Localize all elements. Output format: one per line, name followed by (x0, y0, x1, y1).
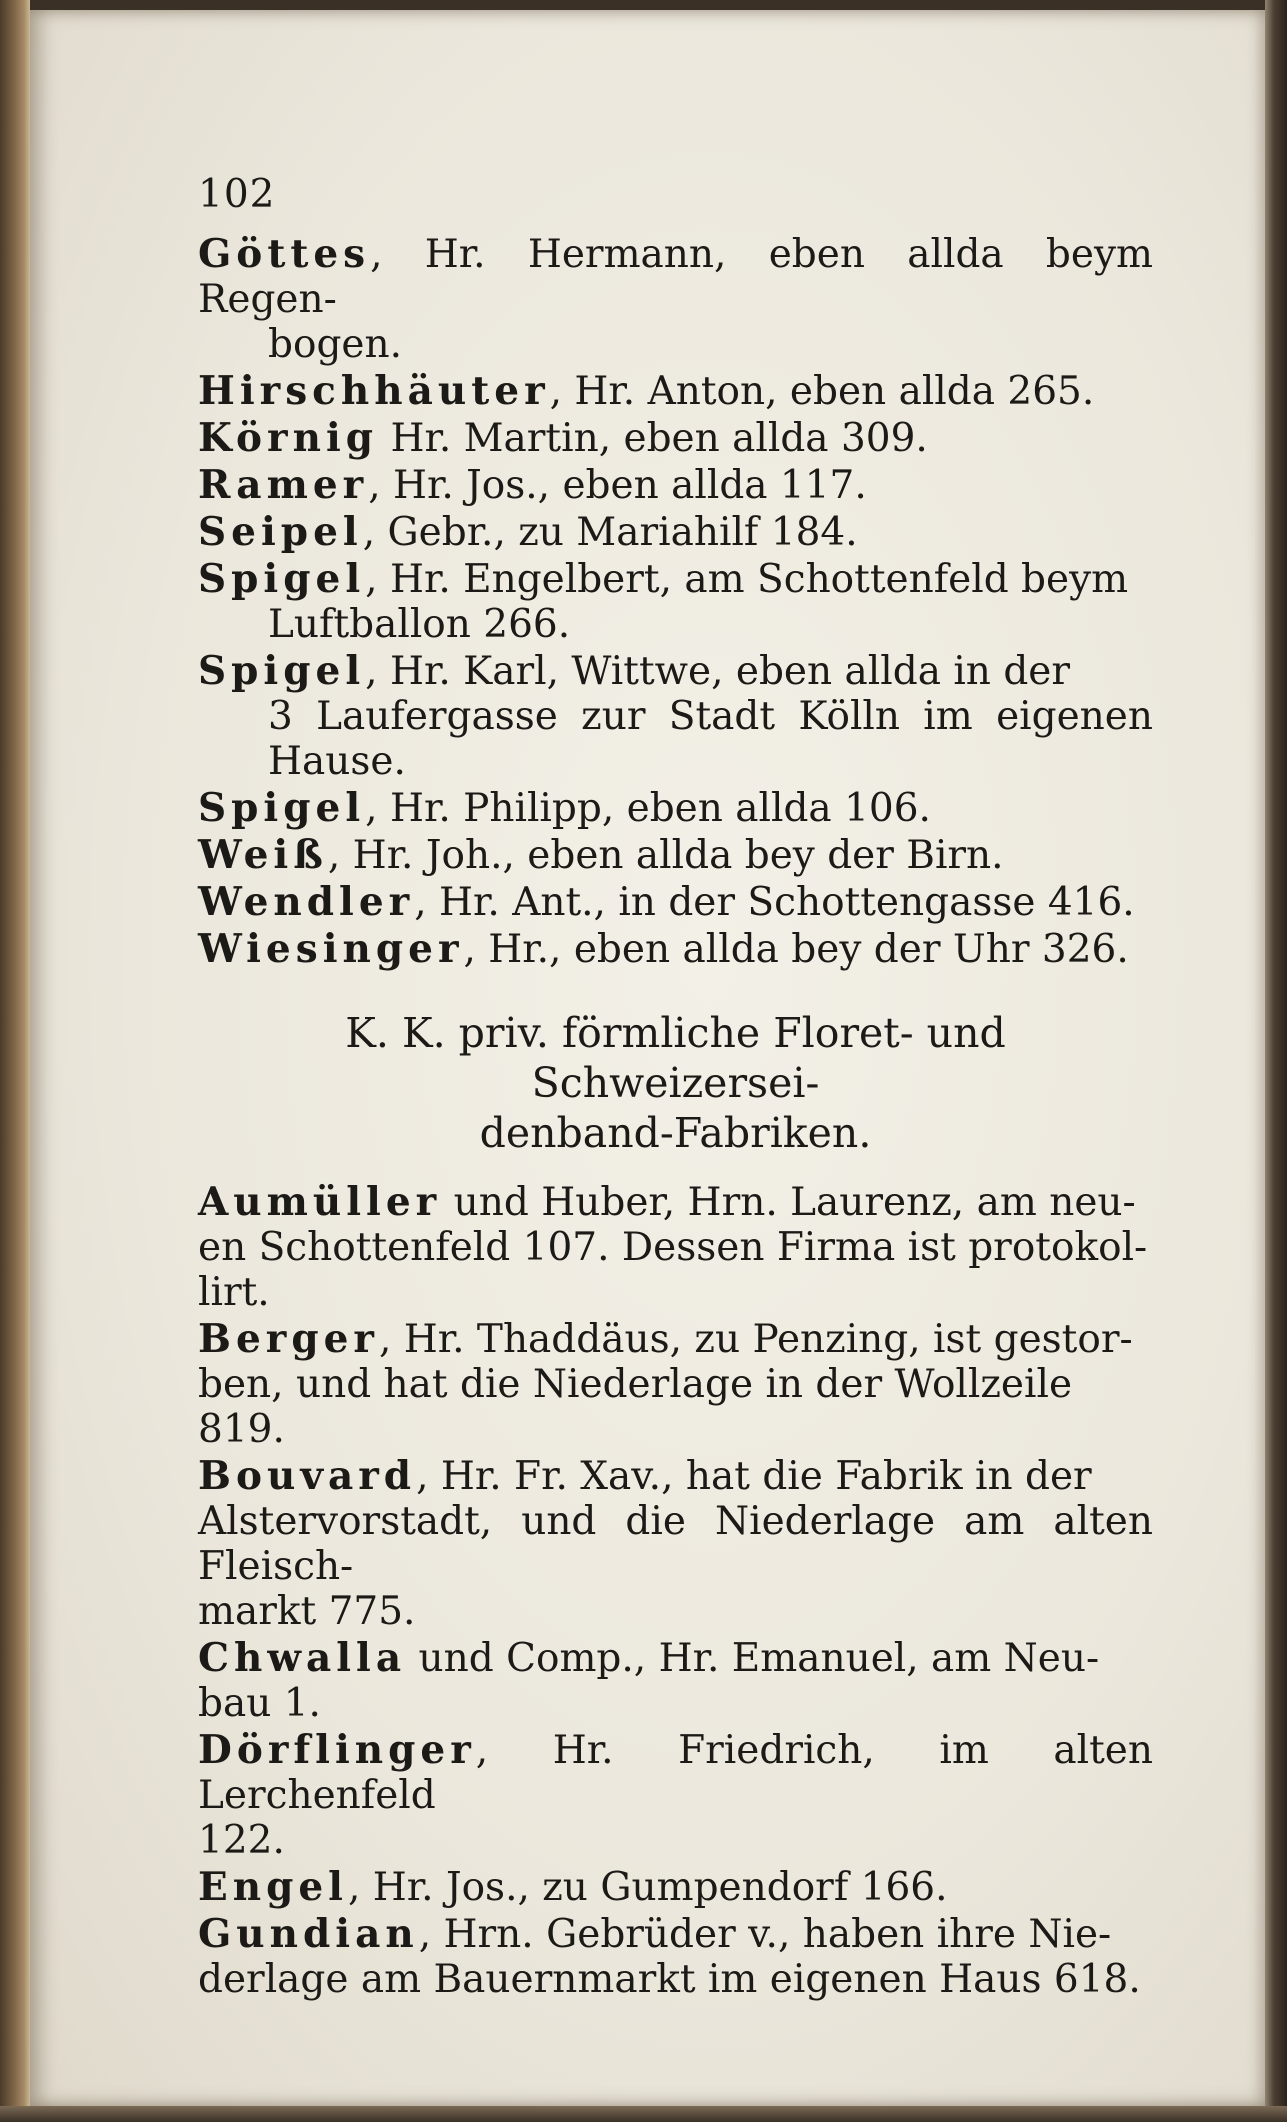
directory-entry (198, 416, 1153, 461)
entry-text: , Hr., eben allda bey der Uhr 326. (463, 927, 1129, 972)
book-binding-left (0, 0, 30, 2122)
directory-entry (198, 1636, 1153, 1726)
directory-entry (198, 1912, 1153, 2002)
directory-entry (198, 927, 1153, 972)
entry-text: , Hr. Hermann, eben allda beym Regen- (198, 232, 1153, 322)
entry-continuation: Alstervorstadt, und die Niederlage am alten Fleisch- (198, 1499, 1153, 1589)
entry-text: , Hr. Jos., eben allda 117. (368, 463, 867, 508)
entry-continuation: ben, und hat die Niederlage in der Wollzeile (198, 1362, 1073, 1407)
entry-surname: Wiesinger (198, 926, 464, 972)
entry-continuation: 3 Laufergasse zur Stadt Kölln im eigenen Hause. (268, 694, 1153, 784)
entry-text: , Gebr., zu Mariahilf 184. (362, 510, 858, 555)
entry-surname: Chwalla (198, 1635, 407, 1681)
entry-continuation: bau 1. (198, 1681, 321, 1726)
entry-continuation: derlage am Bauernmarkt im eigenen Haus 618. (198, 1957, 1141, 2002)
entry-continuation: lirt. (198, 1270, 270, 1315)
directory-entry (198, 463, 1153, 508)
entry-text: , Hr. Jos., zu Gumpendorf 166. (347, 1865, 948, 1910)
entry-surname: Körnig (198, 415, 379, 461)
entry-surname: Berger (198, 1316, 379, 1362)
entry-continuation: Luftballon 266. (268, 602, 571, 647)
directory-entry (198, 557, 1153, 647)
directory-entry (198, 369, 1153, 414)
entry-surname: Aumüller (198, 1179, 442, 1225)
entry-text: , Hr. Anton, eben allda 265. (549, 369, 1095, 414)
directory-entry (198, 1865, 1153, 1910)
entry-text: und Huber, Hrn. Laurenz, am neu- (441, 1180, 1136, 1225)
entry-text: , Hr. Engelbert, am Schottenfeld beym (365, 557, 1129, 602)
directory-entry (198, 1454, 1153, 1634)
entry-text: , Hr. Friedrich, im alten Lerchenfeld (198, 1728, 1153, 1818)
entry-text: Hr. Martin, eben allda 309. (378, 416, 928, 461)
entry-continuation: bogen. (268, 322, 403, 367)
section-heading-line: denband-Fabriken. (479, 1109, 872, 1157)
entry-continuation: 819. (198, 1407, 285, 1452)
entry-text: , Hr. Philipp, eben allda 106. (365, 786, 931, 831)
entry-surname: Seipel (198, 509, 363, 555)
section-heading-line: K. K. priv. förmliche Floret- und Schweizersei- (345, 1009, 1006, 1107)
entry-surname: Dörflinger (198, 1727, 476, 1773)
entry-text: , Hr. Fr. Xav., hat die Fabrik in der (416, 1454, 1092, 1499)
entry-surname: Bouvard (198, 1453, 417, 1499)
directory-entry (198, 786, 1153, 831)
directory-entry (198, 510, 1153, 555)
directory-entry (198, 1317, 1153, 1452)
entry-surname: Spigel (198, 648, 366, 694)
book-page (30, 10, 1265, 2106)
entry-surname: Wendler (198, 879, 415, 925)
entry-text: , Hr. Joh., eben allda bey der Birn. (327, 833, 1004, 878)
book-edge-bottom (0, 2106, 1287, 2122)
book-edge-right (1265, 0, 1287, 2122)
directory-entry (198, 232, 1153, 367)
directory-entry (198, 1180, 1153, 1315)
entry-surname: Spigel (198, 785, 366, 831)
directory-entry (198, 649, 1153, 784)
entry-text: , Hr. Ant., in der Schottengasse 416. (414, 880, 1135, 925)
directory-entry (198, 880, 1153, 925)
entry-continuation: markt 775. (198, 1589, 416, 1634)
entry-continuation: en Schottenfeld 107. Dessen Firma ist protokol- (198, 1225, 1148, 1270)
entry-surname: Hirschhäuter (198, 368, 550, 414)
section-heading (198, 1008, 1153, 1158)
entry-text: , Hr. Thaddäus, zu Penzing, ist gestor- (378, 1317, 1133, 1362)
entry-surname: Ramer (198, 462, 369, 508)
entry-text: und Comp., Hr. Emanuel, am Neu- (406, 1636, 1100, 1681)
page-content (198, 232, 1153, 2004)
entry-surname: Weiß (198, 832, 328, 878)
page-number: 102 (198, 172, 276, 217)
entry-text: , Hrn. Gebrüder v., haben ihre Nie- (418, 1912, 1112, 1957)
entry-surname: Göttes (198, 231, 371, 277)
directory-entry (198, 1728, 1153, 1863)
entry-surname: Gundian (198, 1911, 419, 1957)
entry-continuation: 122. (198, 1818, 285, 1863)
entry-text: , Hr. Karl, Wittwe, eben allda in der (365, 649, 1071, 694)
directory-entry (198, 833, 1153, 878)
entry-surname: Spigel (198, 556, 366, 602)
entry-surname: Engel (198, 1864, 348, 1910)
